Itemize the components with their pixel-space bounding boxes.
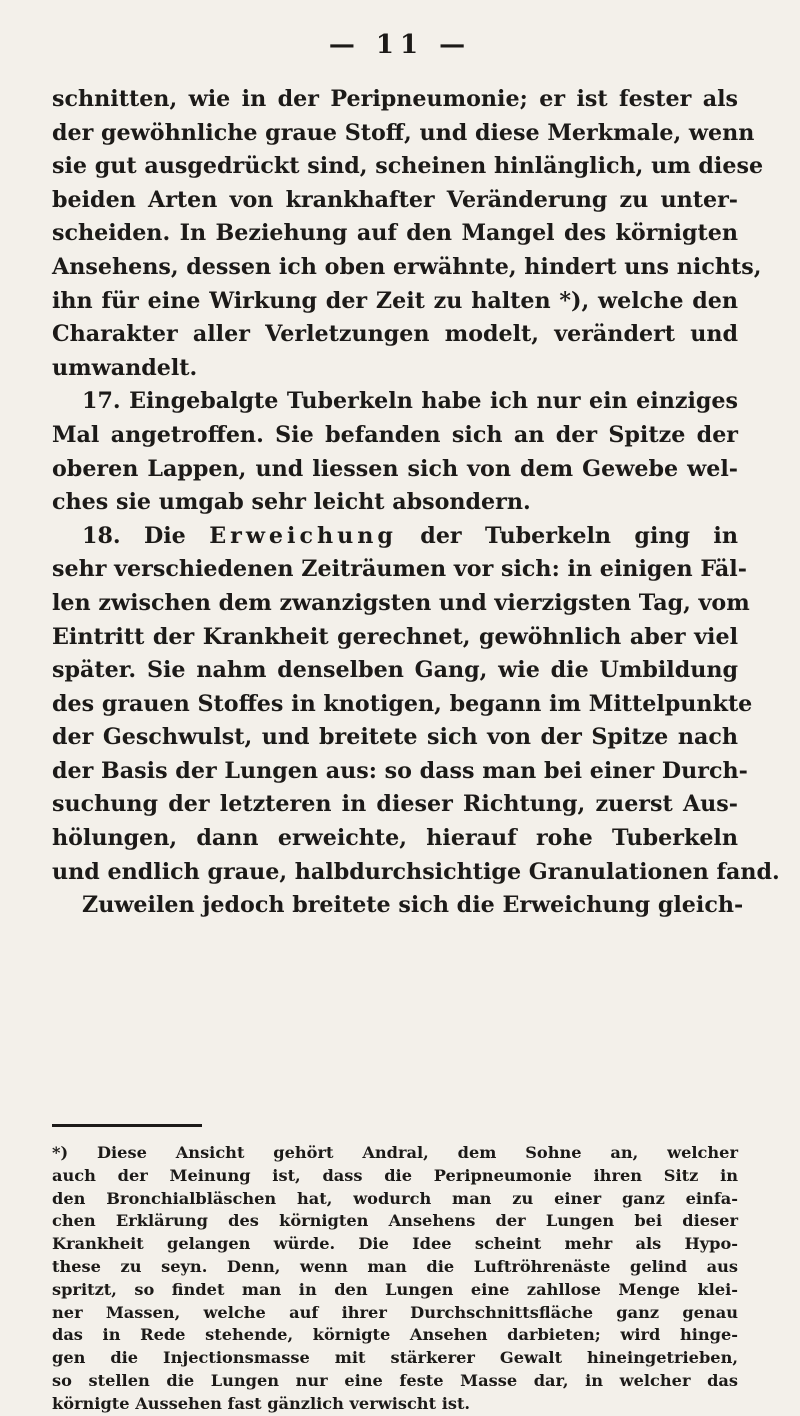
footnote-line: den Bronchialbläschen hat, wodurch man zu einer ganz einfa-: [52, 1188, 738, 1208]
text-line: sie gut ausgedrückt sind, scheinen hinlänglich, um diese: [52, 153, 764, 180]
text-line: des grauen Stoffes in knotigen, begann im Mittelpunkte: [52, 690, 753, 717]
footnote-marker: *): [52, 1143, 69, 1162]
text-line: ches sie umgab sehr leicht absondern.: [52, 489, 531, 516]
text-line: der Basis der Lungen aus: so dass man bei einer Durch-: [52, 757, 748, 784]
text-line: später. Sie nahm denselben Gang, wie die Umbildung: [52, 657, 738, 684]
footnote-line: das in Rede stehende, körnigte Ansehen darbieten; wird hinge-: [52, 1325, 738, 1345]
footnote-divider: [52, 1124, 202, 1127]
footnote-line: auch der Meinung ist, dass die Peripneumonie ihren Sitz in: [52, 1165, 738, 1185]
text-line: beiden Arten von krankhafter Veränderung zu unter-: [52, 186, 738, 213]
text-line: der Geschwulst, und breitete sich von der Spitze nach: [52, 724, 738, 751]
page-number: — 11 —: [328, 30, 472, 60]
text-line: suchung der letzteren in dieser Richtung, zuerst Aus-: [52, 791, 738, 818]
text-line: und endlich graue, halbdurchsichtige Granulationen fand.: [52, 858, 780, 885]
paragraph-18-start: [52, 520, 738, 554]
text-line: umwandelt.: [52, 354, 198, 381]
footnote: [52, 1142, 738, 1416]
footnote-line: körnigte Aussehen fast gänzlich verwischt ist.: [52, 1393, 471, 1413]
footnote-line: so stellen die Lungen nur eine feste Masse dar, in welcher das: [52, 1370, 738, 1390]
footnote-line: these zu seyn. Denn, wenn man die Luftröhrenäste gelind aus: [52, 1256, 738, 1276]
text-line: oberen Lappen, und liessen sich von dem Gewebe wel-: [52, 455, 738, 482]
para18-emphasis: Erweichung: [209, 522, 397, 549]
para18-suffix: der Tuberkeln ging in: [396, 522, 738, 549]
text-line: Ansehens, dessen ich oben erwähnte, hindert uns nichts,: [52, 253, 762, 280]
text-line: Charakter aller Verletzungen modelt, verändert und: [52, 321, 738, 348]
paragraph-17-start: 17. Eingebalgte Tuberkeln habe ich nur ein einziges: [82, 388, 738, 415]
para18-prefix: 18. Die: [82, 522, 210, 549]
footnote-line: chen Erklärung des körnigten Ansehens der Lungen bei dieser: [52, 1211, 738, 1231]
text-line: ihn für eine Wirkung der Zeit zu halten *), welche den: [52, 287, 738, 314]
footnote-first-line: Diese Ansicht gehört Andral, dem Sohne an, welcher: [96, 1143, 738, 1162]
footnote-line: spritzt, so findet man in den Lungen eine zahllose Menge klei-: [52, 1279, 738, 1299]
text-line: scheiden. In Beziehung auf den Mangel des körnigten: [52, 220, 738, 247]
text-line: Zuweilen jedoch breitete sich die Erweichung gleich-: [82, 892, 744, 919]
text-line: Eintritt der Krankheit gerechnet, gewöhnlich aber viel: [52, 623, 738, 650]
footnote-line: Krankheit gelangen würde. Die Idee scheint mehr als Hypo-: [52, 1234, 738, 1254]
text-line: sehr verschiedenen Zeiträumen vor sich: in einigen Fäl-: [52, 556, 747, 583]
footnote-line: ner Massen, welche auf ihrer Durchschnittsfläche ganz genau: [52, 1302, 738, 1322]
main-text: [52, 83, 780, 923]
text-line: hölungen, dann erweichte, hierauf rohe Tuberkeln: [52, 825, 738, 852]
text-line: der gewöhnliche graue Stoff, und diese Merkmale, wenn: [52, 119, 755, 146]
text-line: schnitten, wie in der Peripneumonie; er ist fester als: [52, 86, 738, 112]
text-line: len zwischen dem zwanzigsten und vierzigsten Tag, vom: [52, 589, 750, 616]
footnote-line: gen die Injectionsmasse mit stärkerer Gewalt hineingetrieben,: [52, 1348, 738, 1368]
text-line: Mal angetroffen. Sie befanden sich an der Spitze der: [52, 421, 738, 448]
footnote-line: [52, 1142, 738, 1165]
